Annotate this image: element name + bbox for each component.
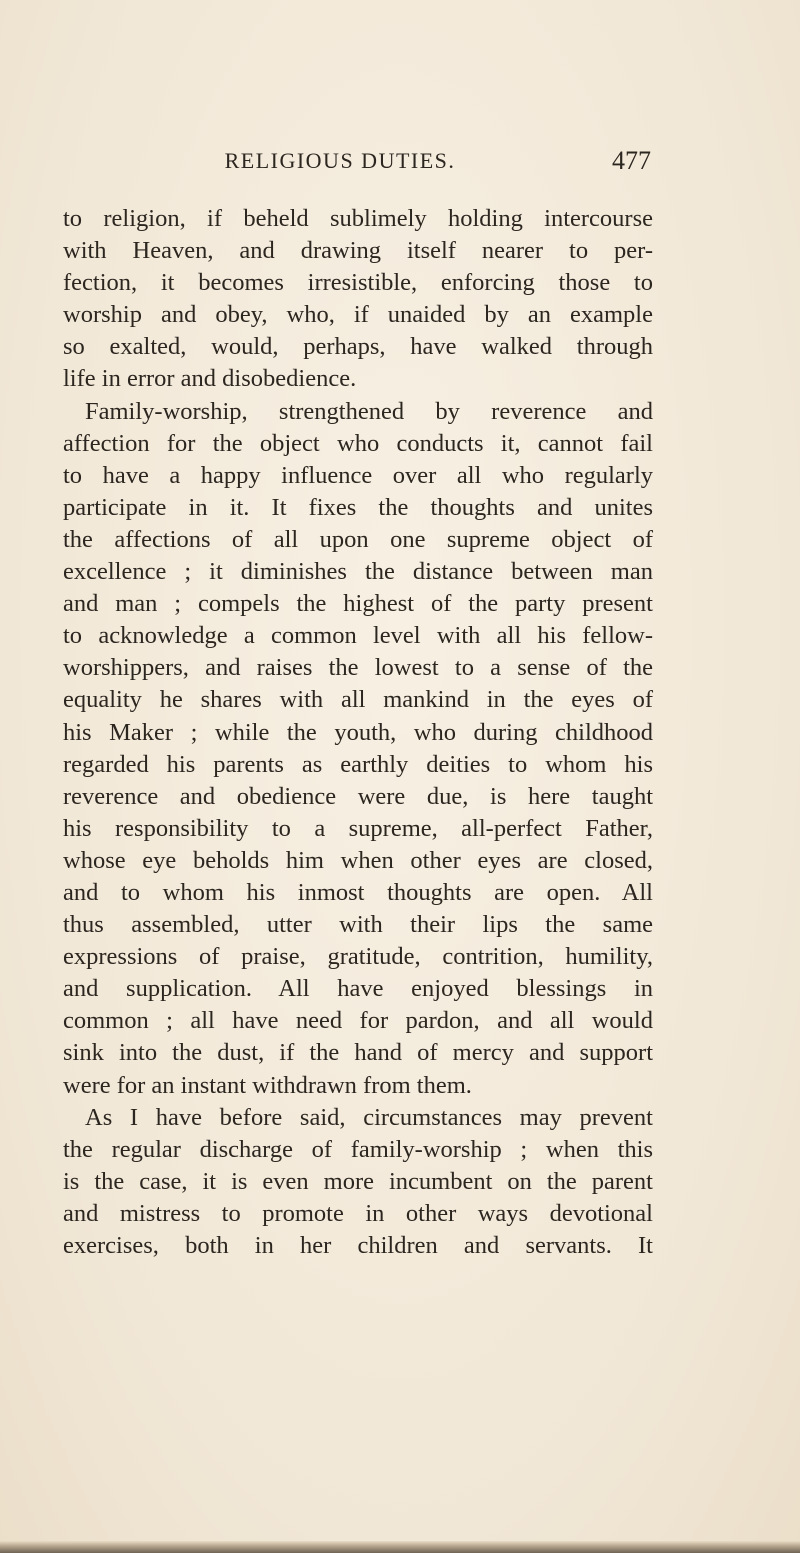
text-line: fection, it becomes irresistible, enforcing those to xyxy=(63,269,653,297)
text-line: so exalted, would, perhaps, have walked through xyxy=(63,333,653,361)
text-line: to religion, if beheld sublimely holding intercourse xyxy=(63,205,653,232)
text-line: sink into the dust, if the hand of mercy and support xyxy=(63,1039,653,1067)
text-line: worshippers, and raises the lowest to a sense of the xyxy=(63,654,653,682)
text-line: and mistress to promote in other ways devotional xyxy=(63,1199,653,1227)
text-line: with Heaven, and drawing itself nearer to per- xyxy=(63,237,653,265)
text-line: were for an instant withdrawn from them. xyxy=(63,1071,472,1099)
running-title: RELIGIOUS DUTIES. xyxy=(224,148,456,173)
text-line: the affections of all upon one supreme object of xyxy=(63,525,653,553)
paragraph-start-line: As I have before said, circumstances may prevent xyxy=(85,1103,653,1131)
text-line: life in error and disobedience. xyxy=(63,365,357,393)
text-line: regarded his parents as earthly deities to whom his xyxy=(63,750,653,778)
running-head xyxy=(0,146,800,176)
text-line: to acknowledge a common level with all his fellow- xyxy=(63,622,653,650)
text-line: and to whom his inmost thoughts are open. All xyxy=(63,878,653,906)
body-text xyxy=(63,203,653,1262)
text-line: affection for the object who conducts it, cannot fail xyxy=(63,429,653,457)
text-line: thus assembled, utter with their lips the same xyxy=(63,911,653,939)
text-line: exercises, both in her children and servants. It xyxy=(63,1232,653,1259)
text-line: his Maker ; while the youth, who during childhood xyxy=(63,718,653,746)
text-line: his responsibility to a supreme, all-perfect Father, xyxy=(63,814,653,842)
text-line: equality he shares with all mankind in the eyes of xyxy=(63,686,653,714)
text-line: common ; all have need for pardon, and all would xyxy=(63,1007,653,1035)
text-line: excellence ; it diminishes the distance between man xyxy=(63,558,653,586)
text-line: reverence and obedience were due, is here taught xyxy=(63,782,653,810)
text-line: and man ; compels the highest of the party present xyxy=(63,590,653,618)
text-line: whose eye beholds him when other eyes are closed, xyxy=(63,846,653,874)
text-line: to have a happy influence over all who regularly xyxy=(63,461,653,489)
paragraph-start-line: Family-worship, strengthened by reverence and xyxy=(85,397,653,425)
text-line: participate in it. It fixes the thoughts and unites xyxy=(63,493,653,521)
page-bottom-edge xyxy=(0,1541,800,1553)
text-line: the regular discharge of family-worship ; when this xyxy=(63,1135,653,1163)
text-line: worship and obey, who, if unaided by an example xyxy=(63,301,653,329)
page-number: 477 xyxy=(612,146,651,175)
text-line: and supplication. All have enjoyed blessings in xyxy=(63,975,653,1003)
text-line: expressions of praise, gratitude, contrition, humility, xyxy=(63,943,653,971)
text-line: is the case, it is even more incumbent on the parent xyxy=(63,1167,653,1195)
